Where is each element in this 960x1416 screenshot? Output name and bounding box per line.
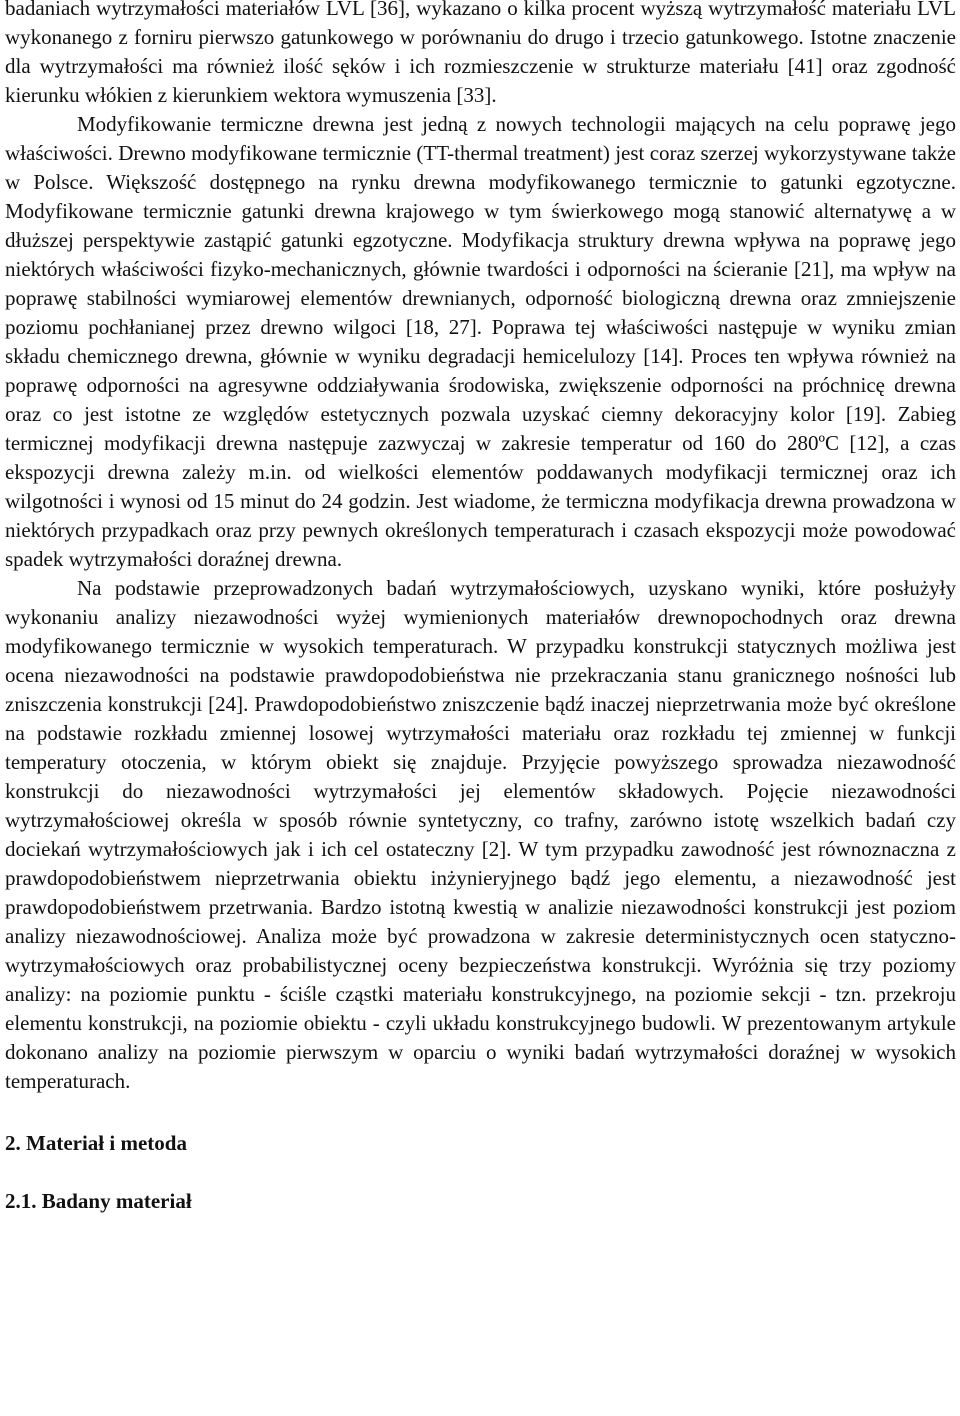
section-heading: 2. Materiał i metoda <box>5 1131 187 1155</box>
paragraph-lvl-strength: badaniach wytrzymałości materiałów LVL [36], wykazano o kilka procent wyższą wytrzymałość materiału LVL wykonanego z forniru pierwszo gatunkowego w porównaniu do drugo i trzecio gatunkowego. Istotne znaczenie dla wytrzymałości ma również ilość sęków i ich rozmieszczenie w strukturze materiału [41] oraz zgodność kierunku włókien z kierunkiem wektora wymuszenia [33]. <box>5 0 956 107</box>
subsection-heading: 2.1. Badany materiał <box>5 1189 192 1213</box>
paragraph-reliability-analysis: Na podstawie przeprowadzonych badań wytrzymałościowych, uzyskano wyniki, które posłużyły wykonaniu analizy niezawodności wyżej wymienionych materiałów drewnopochodnych oraz drewna modyfikowanego termicznie w wysokich temperaturach. W przypadku konstrukcji statycznych możliwa jest ocena niezawodności na podstawie prawdopodobieństwa nie przekraczania stanu granicznego nośności lub zniszczenia konstrukcji [24]. Prawdopodobieństwo zniszczenie bądź inaczej nieprzetrwania może być określone na podstawie rozkładu zmiennej losowej wytrzymałości materiału oraz rozkładu tej zmiennej w funkcji temperatury otoczenia, w którym obiekt się znajduje. Przyjęcie powyższego sprowadza niezawodność konstrukcji do niezawodności wytrzymałości jej elementów składowych. Pojęcie niezawodności wytrzymałościowej określa w sposób równie syntetyczny, co trafny, zarówno istotę wszelkich badań czy dociekań wytrzymałościowych jak i ich cel ostateczny [2]. W tym przypadku zawodność jest równoznaczna z prawdopodobieństwem nieprzetrwania obiektu inżynieryjnego bądź jego elementu, a niezawodność jest prawdopodobieństwem przetrwania. Bardzo istotną kwestią w analizie niezawodności konstrukcji jest poziom analizy niezawodnościowej. Analiza może być prowadzona w zakresie deterministycznych ocen statyczno-wytrzymałościowych oraz probabilistycznej oceny bezpieczeństwa konstrukcji. Wyróżnia się trzy poziomy analizy: na poziomie punktu - ściśle cząstki materiału konstrukcyjnego, na poziomie sekcji - tzn. przekroju elementu konstrukcji, na poziomie obiektu - czyli układu konstrukcyjnego budowli. W prezentowanym artykule dokonano analizy na poziomie pierwszym w oparciu o wyniki badań wytrzymałości doraźnej w wysokich temperaturach. <box>5 576 956 1093</box>
paragraph-thermal-modification: Modyfikowanie termiczne drewna jest jedną z nowych technologii mających na celu poprawę jego właściwości. Drewno modyfikowane termicznie (TT-thermal treatment) jest coraz szerzej wykorzystywane także w Polsce. Większość dostępnego na rynku drewna modyfikowanego termicznie to gatunki egzotyczne. Modyfikowane termicznie gatunki drewna krajowego w tym świerkowego mogą stanowić alternatywę a w dłuższej perspektywie zastąpić gatunki egzotyczne. Modyfikacja struktury drewna wpływa na poprawę jego niektórych właściwości fizyko-mechanicznych, głównie twardości i odporności na ścieranie [21], ma wpływ na poprawę stabilności wymiarowej elementów drewnianych, odporność biologiczną drewna oraz zmniejszenie poziomu pochłanianej przez drewno wilgoci [18, 27]. Poprawa tej właściwości następuje w wyniku zmian składu chemicznego drewna, głównie w wyniku degradacji hemicelulozy [14]. Proces ten wpływa również na poprawę odporności na agresywne oddziaływania środowiska, zwiększenie odporności na próchnicę drewna oraz co jest istotne ze względów estetycznych pozwala uzyskać ciemny dekoracyjny kolor [19]. Zabieg termicznej modyfikacji drewna następuje zazwyczaj w zakresie temperatur od 160 do 280ºC [12], a czas ekspozycji drewna zależy m.in. od wielkości elementów poddawanych modyfikacji termicznej oraz ich wilgotności i wynosi od 15 minut do 24 godzin. Jest wiadome, że termiczna modyfikacja drewna prowadzona w niektórych przypadkach oraz przy pewnych określonych temperaturach i czasach ekspozycji może powodować spadek wytrzymałości doraźnej drewna. <box>5 112 956 571</box>
